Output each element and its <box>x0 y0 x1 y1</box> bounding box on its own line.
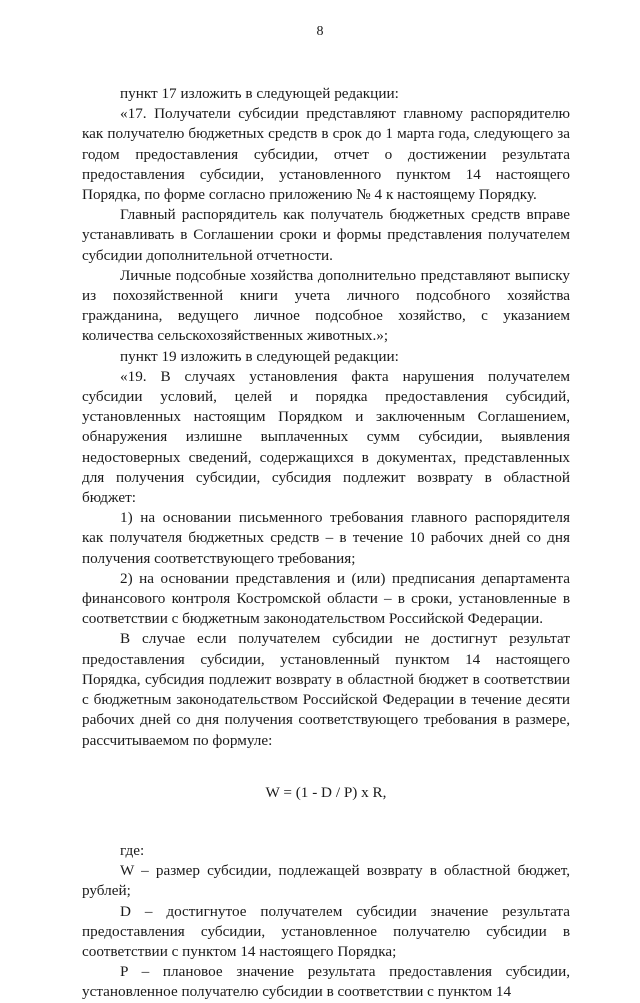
paragraph-19-item-1: 1) на основании письменного требования главного распорядителя как получателя бюджетных средств – в течение 10 рабочих дней со дня получения соответствующего требования; <box>82 509 570 567</box>
paragraph-def-p: P – плановое значение результата предоставления субсидии, установленное получателю субсидии в соответствии с пунктом 14 <box>82 963 570 1001</box>
paragraph-17-reporting: Главный распорядитель как получатель бюджетных средств вправе устанавливать в Соглашении сроки и формы представления получателем субсидии дополнительной отчетности. <box>82 206 570 264</box>
paragraph-def-w: W – размер субсидии, подлежащей возврату в областной бюджет, рублей; <box>82 862 570 900</box>
paragraph-17-households: Личные подсобные хозяйства дополнительно представляют выписку из похозяйственной книги учета личного подсобного хозяйства гражданина, ведущего личное подсобное хозяйство, с указанием количества сельскохозяйственных животных.»; <box>82 266 570 345</box>
paragraph-17: «17. Получатели субсидии представляют главному распорядителю как получателю бюджетных средств в срок до 1 марта года, следующего за годом предоставления субсидии, отчет о достижении результата предоставления субсидии, установленного пунктом 14 настоящего Порядка, по форме согласно приложению № 4 к настоящему Порядку. <box>82 105 570 204</box>
paragraph-19-result: В случае если получателем субсидии не достигнут результат предоставления субсидии, установленный пунктом 14 настоящего Порядка, субсидия подлежит возврату в областной бюджет в соответствии с бюджетным законодательством Российской Федерации в течение десяти рабочих дней со дня получения соответствующего требования в размере, рассчитываемом по формуле: <box>82 630 570 749</box>
page-number: 8 <box>316 24 324 39</box>
formula: W = (1 - D / P) x R, <box>265 783 387 801</box>
paragraph-where: где: <box>120 841 145 859</box>
paragraph-19-item-2: 2) на основании представления и (или) предписания департамента финансового контроля Костромской области – в сроки, установленные в соответствии с бюджетным законодательством Российской Федерации. <box>82 569 570 628</box>
paragraph-amend-17: пункт 17 изложить в следующей редакции: <box>120 85 399 102</box>
paragraph-19: «19. В случаях установления факта нарушения получателем субсидии условий, целей и порядка предоставления субсидий, установленных настоящим Порядком и заключенным Соглашением, обнаружения излишне выплаченных сумм субсидии, выявления недостоверных сведений, содержащихся в документах, представленных для получения субсидии, субсидия подлежит возврату в областной бюджет: <box>82 367 570 507</box>
paragraph-def-d: D – достигнутое получателем субсидии значение результата предоставления субсидии, установленное получателю субсидии в соответствии с пунктом 14 настоящего Порядка; <box>82 902 570 960</box>
paragraph-amend-19: пункт 19 изложить в следующей редакции: <box>120 347 399 365</box>
body-text <box>82 84 570 1003</box>
